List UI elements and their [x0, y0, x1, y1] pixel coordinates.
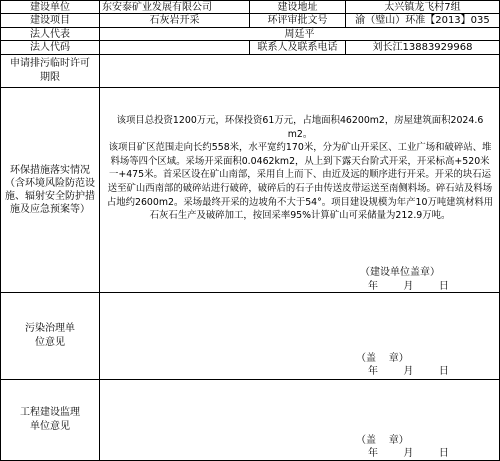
project-label: 建设项目 [0, 13, 99, 27]
measures-label: 环保措施落实情况（含环境风险防范设施、辐射安全防护措施及应急预案等） [0, 87, 99, 292]
measures-body [106, 114, 494, 223]
supervision-seal-label: （盖 章） [356, 435, 409, 446]
legal-code-label: 法人代码 [0, 40, 99, 54]
supervision-opinion-label: 工程建设监理单位意见 [0, 379, 99, 460]
pollution-date-label: 年 月 日 [368, 366, 449, 377]
permit-period-label: 申请排污临时许可期限 [0, 54, 99, 87]
contact-value: 刘长江13883929968 [345, 40, 499, 54]
build-unit-label: 建设单位 [0, 0, 99, 13]
legal-rep-label: 法人代表 [0, 27, 99, 40]
approval-number-label: 环评审批文号 [249, 13, 345, 27]
pollution-opinion-label: 污染治理单位意见 [0, 292, 99, 379]
measures-date-label: 年 月 日 [368, 281, 449, 292]
measures-seal-label: （建设单位盖章） [360, 267, 440, 278]
legal-code-value [99, 40, 249, 54]
permit-period-value [99, 54, 499, 87]
measures-paragraph-investment: 该项目总投资1200万元，环保投资61万元，占地面积46200m2，房屋建筑面积2024.6 m2。 [116, 115, 484, 140]
supervision-date-label: 年 月 日 [368, 448, 449, 459]
measures-paragraph-description: 该项目矿区范围走向长约558米，水平宽约170米，分为矿山开采区、工业广场和破碎站、堆料场等四个区域。采场开采面积0.0462km2，从上到下露天台阶式开采，开采标高+520米一+475米。首采区设在矿山南部，采用自上而下、由近及远的顺序进行开采。开采的块石运送至矿山西南部的破碎站进行破碎，破碎后的石子由传送皮带运送至南侧料场。碎石站及料场占地约2600m2。采场最终开采的边坡角不大于54°。项目建设规模为年产10万吨建筑材料用石灰石生产及破碎加工，按回采率95%计算矿山可采储量为212.9万吨。 [106, 142, 494, 222]
approval-number-value: 渝（璧山）环准【2013】035 [345, 13, 499, 27]
legal-rep-value: 周廷平 [99, 27, 499, 40]
build-unit-value: 东安泰矿业发展有限公司 [99, 0, 249, 13]
pollution-seal-label: （盖 章） [356, 353, 409, 364]
contact-label: 联系人及联系电话 [249, 40, 345, 54]
build-site-label: 建设地址 [249, 0, 345, 13]
build-site-value: 太兴镇龙飞村7组 [345, 0, 499, 13]
project-value: 石灰岩开采 [99, 13, 249, 27]
